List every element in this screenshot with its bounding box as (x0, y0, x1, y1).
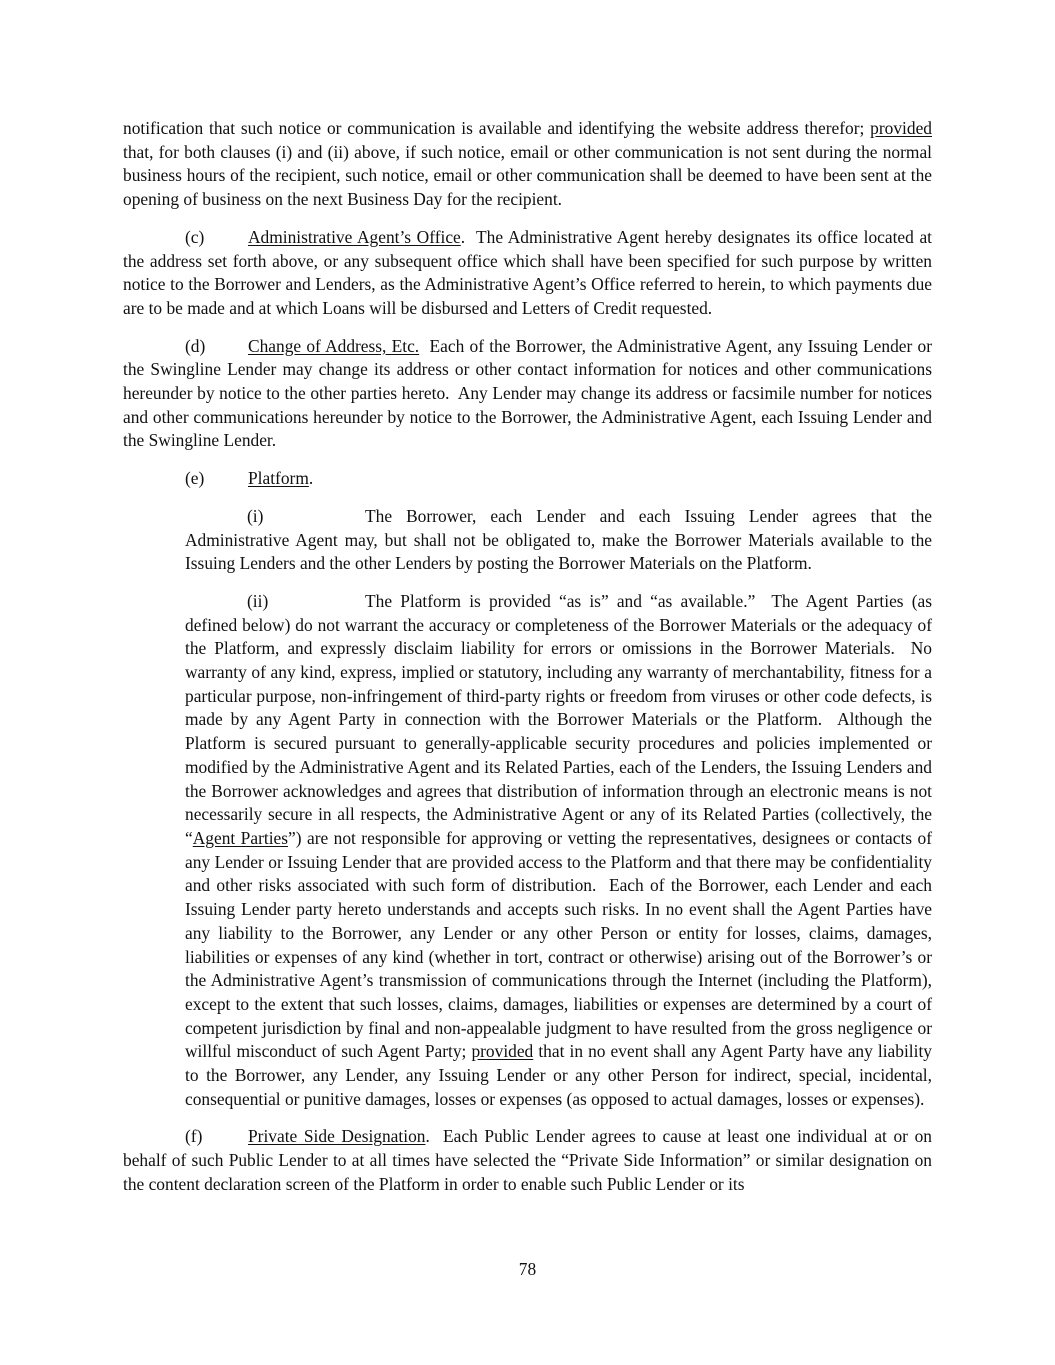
document-body (123, 117, 932, 1211)
paragraph-c-administrative-agents-office (123, 226, 932, 321)
paragraph-d-change-of-address (123, 335, 932, 454)
text-run: that in no event shall any Agent Party have any liability to the Borrower, any Lender, any Issuing Lender or any other Person for indirect, special, incidental, consequential or punitive damages, losses or expenses (as opposed to actual damages, losses or expenses). (185, 1041, 932, 1109)
paragraph-label: (d) (185, 335, 206, 356)
paragraph-notice-continuation (123, 117, 932, 212)
text-run: . The Administrative Agent hereby designates its office located at the address set forth above, or any subsequent office which shall have been specified for such purpose by written notice to the Borrower and Lenders, as the Administrative Agent’s Office referred to herein, to which payments due are to be made and at which Loans will be disbursed and Letters of Credit requested. (123, 226, 932, 318)
underlined-text: provided (870, 118, 932, 138)
paragraph-e-platform (123, 467, 932, 491)
text-run: The Platform is provided “as is” and “as available.” The Agent Parties (as defined below) do not warrant the accuracy or completeness of the Borrower Materials or the adequacy of the Platform, and expressly disclaim liability for errors or omissions in the Borrower Materials. No warranty of any kind, express, implied or statutory, including any warranty of merchantability, fitness for a particular purpose, non-infringement of third-party rights or freedom from viruses or other code defects, is made by any Agent Party in connection with the Borrower Materials or the Platform. Although the Platform is secured pursuant to generally-applicable security procedures and policies implemented or modified by the Administrative Agent and its Related Parties, each of the Lenders, the Issuing Lenders and the Borrower acknowledges and agrees that distribution of information through an electronic means is not necessarily secure in all respects, the Administrative Agent or any of its Related Parties (collectively, the “ (185, 590, 932, 848)
underlined-text: Platform (248, 468, 309, 489)
paragraph-f-private-side-designation (123, 1125, 932, 1196)
text-run: ”) are not responsible for approving or vetting the representatives, designees or contacts of any Lender or Issuing Lender that are provided access to the Platform and that there may be confidentiality and other risks associated with such form of distribution. Each of the Borrower, each Lender and each Issuing Lender party hereto understands and accepts such risks. In no event shall the Agent Parties have any liability to the Borrower, any Lender or any other Person or entity for losses, claims, damages, liabilities or expenses of any kind (whether in tort, contract or otherwise) arising out of the Borrower’s or the Administrative Agent’s transmission of communications through the Internet (including the Platform), except to the extent that such losses, claims, damages, liabilities or expenses are determined by a court of competent jurisdiction by final and non-appealable judgment to have resulted from the gross negligence or willful misconduct of such Agent Party; (185, 827, 932, 1062)
text-run: . (308, 468, 314, 489)
paragraph-label: (e) (185, 468, 205, 489)
text-run: Each of the Borrower, the Administrative Agent, any Issuing Lender or the Swingline Lender may change its address or other contact information for notices and other communications hereunder by notice to the other parties hereto. Any Lender may change its address or facsimile number for notices and other communications hereunder by notice to the Borrower, the Administrative Agent, each Issuing Lender and the Swingline Lender. (123, 335, 932, 451)
text-run: The Borrower, each Lender and each Issuing Lender agrees that the Administrative Agent may, but shall not be obligated to, make the Borrower Materials available to the Issuing Lenders and the other Lenders by posting the Borrower Materials on the Platform. (185, 505, 932, 574)
paragraph-label: (i) (247, 505, 264, 526)
text-run: that, for both clauses (i) and (ii) above, if such notice, email or other communication is not sent during the normal business hours of the recipient, such notice, email or other communication shall be deemed to have been sent at the opening of business on the next Business Day for the recipient. (123, 141, 932, 210)
paragraph-label: (f) (185, 1126, 203, 1147)
underlined-text: Administrative Agent’s Office (248, 226, 461, 247)
underlined-text: Private Side Designation (248, 1126, 426, 1147)
text-run: . Each Public Lender agrees to cause at least one individual at or on behalf of such Public Lender to at all times have selected the “Private Side Information” or similar designation on the content declaration screen of the Platform in order to enable such Public Lender or its (123, 1126, 932, 1194)
paragraph-label: (ii) (247, 590, 269, 611)
page-number: 78 (518, 1259, 537, 1279)
underlined-text: provided (471, 1041, 534, 1062)
paragraph-e-ii (185, 590, 932, 1111)
underlined-text: Change of Address, Etc. (248, 335, 420, 356)
underlined-text: Agent Parties (192, 827, 289, 848)
text-run: notification that such notice or communication is available and identifying the website address therefor; (123, 118, 871, 138)
paragraph-e-i (185, 505, 932, 576)
paragraph-label: (c) (185, 226, 205, 247)
page-footer (0, 1258, 1055, 1282)
